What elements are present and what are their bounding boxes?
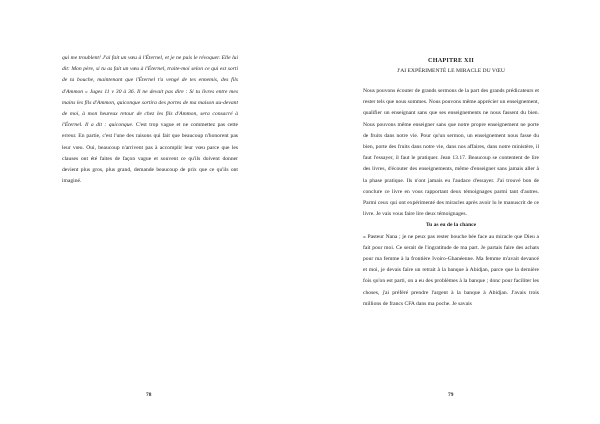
right-page-number: 79 xyxy=(448,392,454,398)
left-page-italic-quote: qui me troublent! J'ai fait un vœu à l'Éternel, et je ne puis le révoquer. Elle lui dit: Mon père, si tu as fait un vœu à l'Éternel, traite-moi selon ce qui est sorti de ta bouche, maintenant que l'Éternel t'a vengé de tes ennemis, des fils d'Ammon » Juges 11 v 30 à 36. Il ne devait pas dire : Si tu livres entre mes mains les fils d'Ammon, quiconque sortira des portes de ma maison au-devant de moi, à mon heureux retour de chez les fils d'Ammon, sera consacré à l'Éternel. Il a dit : quiconque. xyxy=(62,55,238,129)
chapter-heading: CHAPITRE XII xyxy=(428,57,474,64)
left-page-text xyxy=(62,53,238,187)
right-paragraph-2: « Pasteur Nana ; je ne peux pas rester bouche bée face au miracle que Dieu a fait pour moi. Ce serait de l'ingratitude de ma part. Je partais faire des achats pour ma femme à la frontière Ivoiro-Ghanéenne. Ma femme m'avait devancé et moi, je devais faire un retrait à la banque à Abidjan, parce que la dernière fois qu'on est parti, on a eu des problèmes à la banque ; donc pour faciliter les choses, j'ai préféré prendre l'argent à la banque à Abidjan. J'avais trois millions de francs CFA dans ma poche. Je savais xyxy=(363,233,539,307)
left-page-body-text: C'est trop vague et ne commettez pas cette erreur. En partie, c'est l'une des raisons qui fait que beaucoup n'honorent pas leur vœu. Oui, beaucoup n'arrivent pas à accomplir leur vœu parce que les clauses ont été faites de façon vague et souvent ce qu'ils doivent donner devient plus gros, plus grand, demande beaucoup de prix que ce qu'ils ont imaginé. xyxy=(62,122,239,185)
right-page-text xyxy=(363,86,539,310)
left-page-number: 78 xyxy=(146,392,152,398)
chapter-subtitle: J'AI EXPÉRIMENTÉ LE MIRACLE DU VŒU xyxy=(397,68,505,74)
testimony-subheading: Tu as eu de la chance xyxy=(425,222,477,229)
right-page xyxy=(300,0,600,424)
right-paragraph-1: Nous pouvons écouter de grands sermons de la part des grands prédicateurs et rester tels que nous sommes. Nous pouvons même apprécier un enseignement, qualifier un enseignant sans que ses enseignements ne nous fassent du bien. Nous pouvons même enseigner sans que notre propre enseignement ne porte de fruits dans notre vie. Pour qu'un sermon, un enseignement nous fasse du bien, porte des fruits dans notre vie, dans nos affaires, dans notre ministère, il faut l'essayer, il faut le pratiquer. Jean 13.17. Beaucoup se contentent de lire des livres, d'écouter des enseignements, même d'enseigner sans jamais aller à la phase pratique. Ils n'ont jamais eu l'audace d'essayer. J'ai trouvé bon de conclure ce livre en vous rapportant deux témoignages parmi tant d'autres. Parmi ceux qui ont expérimenté des miracles après avoir lu le manuscrit de ce livre. Je vais vous faire lire deux témoignages. xyxy=(363,88,539,218)
